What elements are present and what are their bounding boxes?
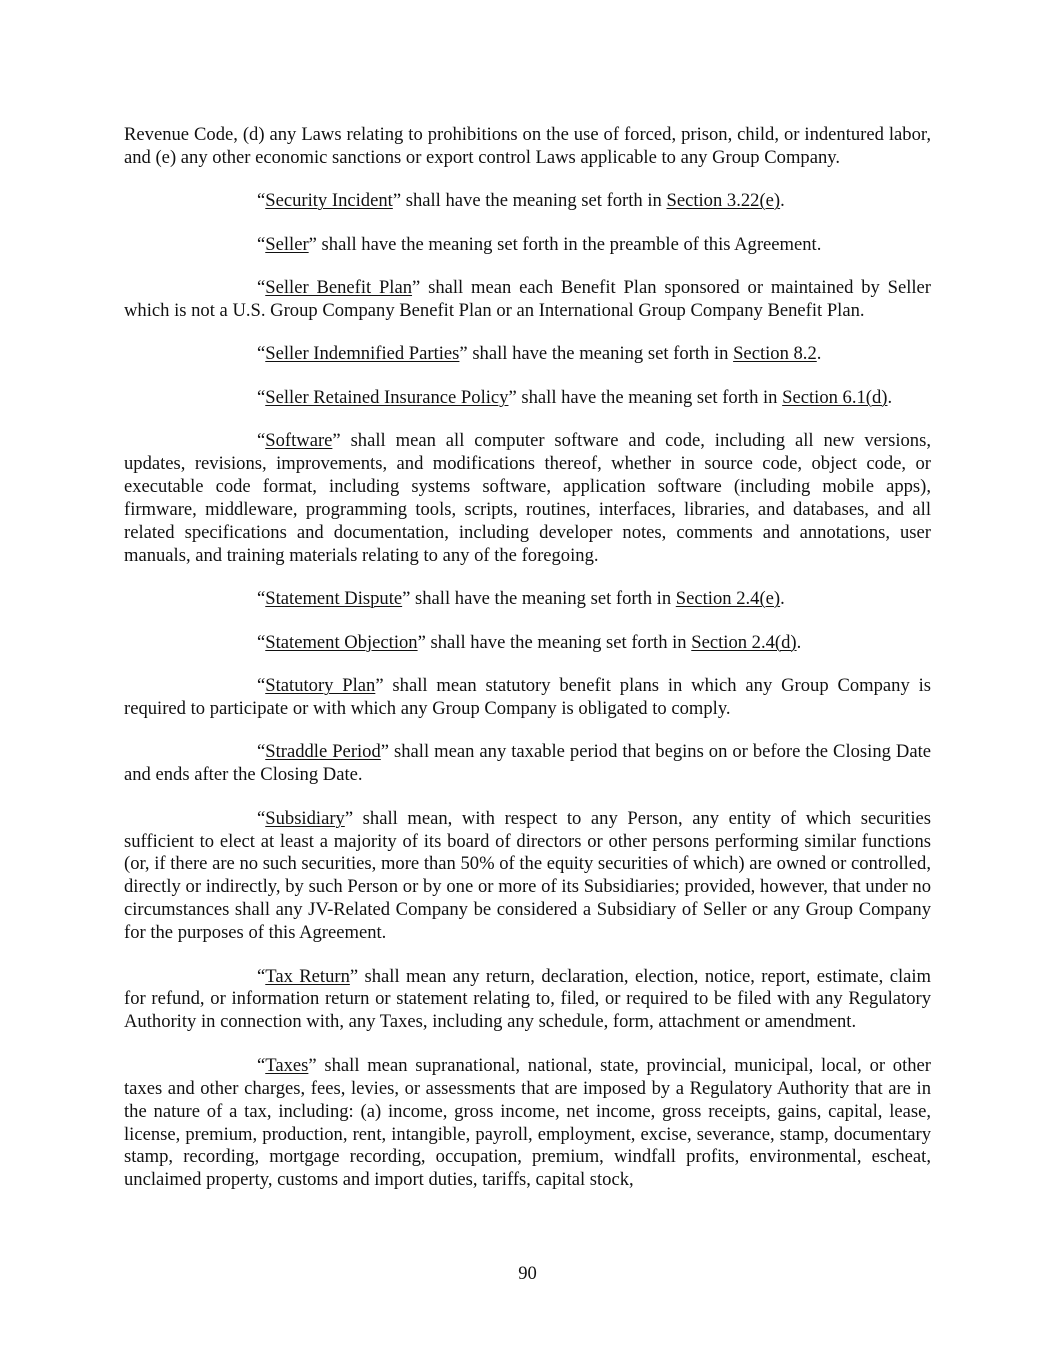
paragraph [124,675,931,721]
paragraph-text: ” shall mean supranational, national, state, provincial, municipal, local, or other taxes and other charges, fees, levies, or assessments that are imposed by a Regulatory Authority that are in the nature of a tax, including: (a) income, gross income, net income, gross receipts, gains, capital, lease, license, premium, production, rent, intangible, payroll, employment, excise, severance, stamp, documentary stamp, recording, mortgage recording, occupation, premium, windfall profits, environmental, escheat, unclaimed property, customs and import duties, tariffs, capital stock, [124,1054,931,1191]
document-body [124,124,931,1213]
paragraph-text: “ [257,190,266,212]
defined-term: Seller [265,233,309,255]
paragraph-text: “ [257,277,266,299]
paragraph [124,343,931,366]
paragraph-text: Revenue Code, (d) any Laws relating to prohibitions on the use of forced, prison, child, or indentured labor, and (e) any other economic sanctions or export control Laws applicable to any Group Company. [124,124,931,168]
paragraph-text: ” shall have the meaning set forth in [459,343,734,365]
defined-term: Statement Objection [265,631,418,653]
paragraph [124,588,931,611]
defined-term: Subsidiary [265,807,345,829]
defined-term: Section 2.4(e) [675,588,781,610]
paragraph-text: . [887,386,893,408]
paragraph-text: . [796,631,802,653]
paragraph-text: “ [257,741,266,763]
defined-term: Security Incident [265,190,393,212]
paragraph-text: “ [257,631,266,653]
paragraph-text: ” shall have the meaning set forth in [508,386,783,408]
defined-term: Statement Dispute [265,588,403,610]
page-number: 90 [518,1263,537,1284]
paragraph-text: ” shall mean each Benefit Plan sponsored or maintained by Seller which is not a U.S. Group Company Benefit Plan or an International Group Company Benefit Plan. [124,277,931,322]
paragraph-text: “ [257,1054,266,1076]
defined-term: Seller Indemnified Parties [265,343,460,365]
defined-term: Section 6.1(d) [782,386,888,408]
paragraph [124,124,931,170]
paragraph-text: “ [257,588,266,610]
paragraph-text: “ [257,386,266,408]
paragraph-text: . [816,343,822,365]
paragraph-text: ” shall have the meaning set forth in [417,631,692,653]
defined-term: Tax Return [265,965,350,987]
defined-term: Section 3.22(e) [666,190,781,212]
paragraph-text: . [780,190,785,212]
paragraph-text: ” shall mean any return, declaration, election, notice, report, estimate, claim for refund, or information return or statement relating to, filed, or required to be filed with any Regulatory Authority in connection with, any Taxes, including any schedule, form, attachment or amendment. [124,965,931,1033]
paragraph [124,430,931,567]
defined-term: Section 8.2 [733,343,817,365]
paragraph [124,190,931,213]
paragraph-text: ” shall have the meaning set forth in [402,588,676,610]
defined-term: Seller Retained Insurance Policy [265,386,509,408]
paragraph-text: ” shall mean any taxable period that begins on or before the Closing Date and ends after the Closing Date. [124,741,932,786]
defined-term: Seller Benefit Plan [265,277,413,299]
paragraph-text: ” shall have the meaning set forth in the preamble of this Agreement. [308,233,822,255]
paragraph [124,808,931,945]
paragraph-text: ” shall mean, with respect to any Person, any entity of which securities sufficient to elect at least a majority of its board of directors or other persons performing similar functions (or, if there are no such securities, more than 50% of the equity securities of which) are owned or controlled, directly or indirectly, by such Person or by one or more of its Subsidiaries; provided, however, that under no circumstances shall any JV-Related Company be considered a Subsidiary of Seller or any Group Company for the purposes of this Agreement. [124,807,931,944]
paragraph-text: “ [257,807,266,829]
paragraph [124,234,931,257]
paragraph [124,966,931,1035]
defined-term: Software [265,430,333,452]
defined-term: Statutory Plan [265,675,376,696]
paragraph-text: “ [257,430,266,452]
paragraph-text: . [780,588,785,610]
paragraph-text: “ [257,343,266,365]
paragraph-text: ” shall mean statutory benefit plans in which any Group Company is required to participate or with which any Group Company is obligated to comply. [124,675,931,719]
defined-term: Taxes [265,1054,309,1076]
paragraph-text: “ [257,965,266,987]
paragraph [124,632,931,655]
defined-term: Straddle Period [265,741,381,763]
paragraph [124,1055,931,1192]
paragraph [124,387,931,410]
defined-term: Section 2.4(d) [691,631,797,653]
paragraph-text: ” shall have the meaning set forth in [392,190,667,212]
paragraph-text: ” shall mean all computer software and code, including all new versions, updates, revisions, improvements, and modifications thereof, whether in source code, object code, or executable code format, including systems software, application software (including mobile apps), firmware, middleware, programming tools, scripts, routines, interfaces, libraries, and databases, and all related specifications and documentation, including developer notes, comments and annotations, user manuals, and training materials relating to any of the foregoing. [124,430,931,566]
paragraph-text: “ [257,233,266,255]
paragraph [124,277,931,323]
paragraph [124,741,931,787]
paragraph-text: “ [257,675,266,696]
